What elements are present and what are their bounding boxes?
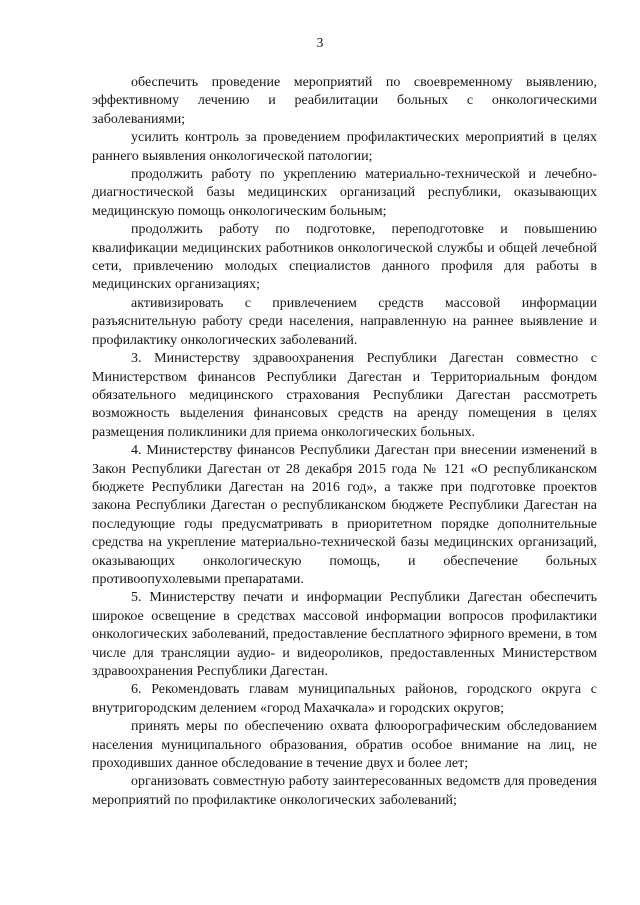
paragraph: 6. Рекомендовать главам муниципальных районов, городского округа с внутригородским делением «город Махачкала» и городских округов; (92, 682, 597, 716)
paragraph: организовать совместную работу заинтересованных ведомств для проведения мероприятий по профилактике онкологических заболеваний; (92, 774, 597, 808)
paragraph: принять меры по обеспечению охвата флюорографическим обследованием населения муниципального образования, обратив особое внимание на лиц, не проходивших данное обследование в течение двух и более лет; (92, 719, 597, 772)
document-body (92, 74, 597, 810)
paragraph: 4. Министерству финансов Республики Дагестан при внесении изменений в Закон Республики Дагестан от 28 декабря 2015 года № 121 «О республиканском бюджете Республики Дагестан на 2016 год», а также при подготовке проектов закона Республики Дагестан о республиканском бюджете Республики Дагестан на последующие годы предусматривать в приоритетном порядке дополнительные средства на укрепление материально-технической базы медицинских организаций, оказывающих онкологическую помощь, и обеспечение больных противоопухолевыми препаратами. (92, 443, 597, 587)
paragraph: активизировать с привлечением средств массовой информации разъяснительную работу среди населения, направленную на раннее выявление и профилактику онкологических заболеваний. (92, 295, 597, 348)
paragraph: усилить контроль за проведением профилактических мероприятий в целях раннего выявления онкологической патологии; (92, 130, 597, 164)
paragraph: продолжить работу по подготовке, переподготовке и повышению квалификации медицинских работников онкологической службы и общей лечебной сети, привлечению молодых специалистов данного профиля для работы в медицинских организациях; (92, 222, 597, 293)
paragraph: продолжить работу по укреплению материально-технической и лечебно-диагностической базы медицинских организаций республики, оказывающих медицинскую помощь онкологическим больным; (92, 167, 597, 219)
page-number: 3 (316, 35, 324, 50)
paragraph: 5. Министерству печати и информации Республики Дагестан обеспечить широкое освещение в средствах массовой информации вопросов профилактики онкологических заболеваний, предоставление бесплатного эфирного времени, в том числе для трансляции аудио- и видеороликов, предоставленных Министерством здравоохранения Республики Дагестан. (92, 590, 597, 679)
paragraph: обеспечить проведение мероприятий по своевременному выявлению, эффективному лечению и реабилитации больных с онкологическими заболеваниями; (92, 75, 597, 127)
paragraph: 3. Министерству здравоохранения Республики Дагестан совместно с Министерством финансов Республики Дагестан и Территориальным фондом обязательного медицинского страхования Республики Дагестан рассмотреть возможность выделения финансовых средств на аренду помещения в целях размещения поликлиники для приема онкологических больных. (92, 351, 597, 440)
